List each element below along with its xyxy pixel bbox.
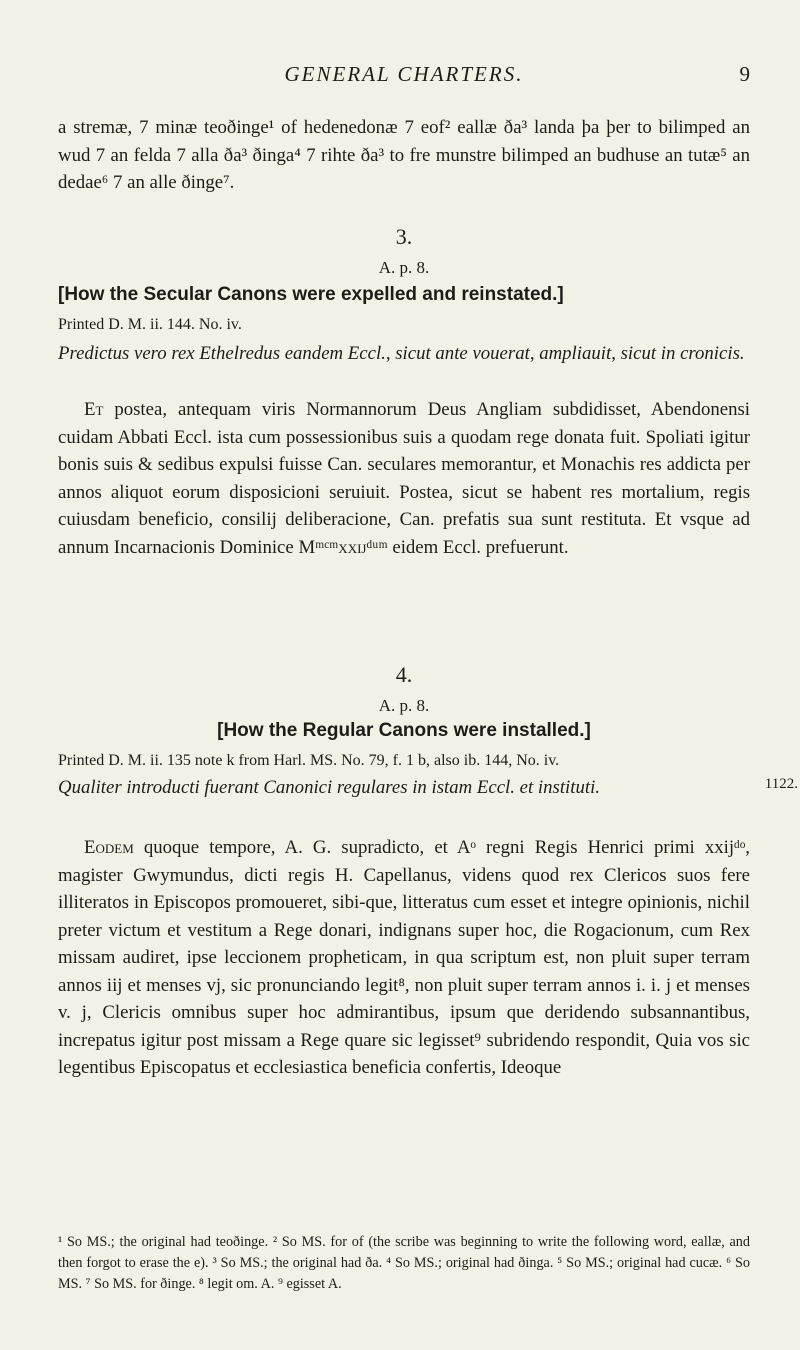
page-header — [58, 58, 750, 88]
section-3-body — [58, 396, 750, 561]
section-3-body-text: postea, antequam viris Normannorum Deus Angliam subdidisset, Abendonensi cuidam Abbati Eccl. ista cum possessionibus suis a quodam rege donata fuit. Spoliati igitur bonis suis & sedibus expulsi fuisse Can. seculares memorantur, et Monachis res addicta per annos aliquot eorum disposicioni seruiuit. Postea, sicut se habent res mortalium, regis cuiusdam beneficio, consilij deliberacione, Can. prefatis sua sunt restituta. Et vsque ad annum Incarnacionis Dominice — [58, 399, 750, 558]
section-3-number: 3. — [395, 224, 413, 249]
section-4-number: 4. — [395, 662, 413, 687]
section-4-rubric-wrap — [58, 774, 798, 802]
page-number: 9 — [739, 62, 750, 86]
margin-date: 1122. — [764, 776, 798, 792]
section-3-year: Mᵐᶜᵐxxijᵈᵘᵐ — [298, 536, 388, 558]
running-head: GENERAL CHARTERS. — [284, 62, 524, 86]
section-3-reference: A. p. 8. — [378, 258, 430, 277]
section-4-body — [58, 834, 750, 1082]
section-3-heading: [How the Secular Canons were expelled and reinstated.] — [58, 284, 564, 305]
section-3-initial-word: Et — [84, 399, 104, 420]
document-page — [58, 0, 798, 1350]
section-4-body-text: quoque tempore, A. G. supradicto, et Aᵒ regni Regis Henrici primi xxijᵈᵒ, magister Gwymundus, dicti regis H. Capellanus, videns quod rex Clericos suos fere illiteratos in Episcopos promoueret, sibi-que, litteratus cum esset et integre opinionis, nichil preter victum et vestitum a Rege donari, indignans super hoc, die Rogacionum, cum Rex missam audiret, ipse leccionem propheticam, in qua scriptum est, non pluit super terram annos iij et menses vj, sic pronunciando legit⁸, non pluit super terram annos i. i. j et menses v. j, Clericis omnibus super hoc admirantibus, ipsum que deridendo subsannantibus, increpatus igitur post missam a Rege quare sic legisset⁹ subridendo respondit, Quia vos sic legentibus Episcopatus et ecclesiastica beneficia confertis, Ideoque — [58, 837, 750, 1078]
section-4-heading: [How the Regular Canons were installed.] — [217, 720, 591, 741]
section-3-printed-note: Printed D. M. ii. 144. No. iv. — [58, 316, 242, 333]
section-4-rubric: Qualiter introducti fuerant Canonici regulares in istam Eccl. et instituti. — [58, 777, 601, 798]
charter-text-end: a stremæ, 7 minæ teoðinge¹ of hedenedonæ 7 eof² eallæ ða³ landa þa þer to bilimped an wud 7 an felda 7 alla ða³ ðinga⁴ 7 rihte ða³ to fre munstre bilimped an budhuse an tutæ⁵ an dedae⁶ 7 an alle ðinge⁷. — [58, 117, 750, 193]
section-4-initial-word: Eodem — [84, 837, 134, 858]
section-3-rubric: Predictus vero rex Ethelredus eandem Eccl., sicut ante vouerat, ampliauit, sicut in cronicis. — [58, 343, 745, 364]
section-3-body-end: eidem Eccl. prefuerunt. — [387, 536, 569, 558]
section-4-reference: A. p. 8. — [378, 696, 430, 715]
section-4-printed-note: Printed D. M. ii. 135 note k from Harl. MS. No. 79, f. 1 b, also ib. 144, No. iv. — [58, 752, 560, 769]
footnotes: ¹ So MS.; the original had teoðinge. ² So MS. for of (the scribe was beginning to write the following word, eallæ, and then forgot to erase the e). ³ So MS.; the original had ða. ⁴ So MS.; original had ðinga. ⁵ So MS.; original had cucæ. ⁶ So MS. ⁷ So MS. for ðinge. ⁸ legit om. A. ⁹ egisset A. — [58, 1234, 750, 1293]
